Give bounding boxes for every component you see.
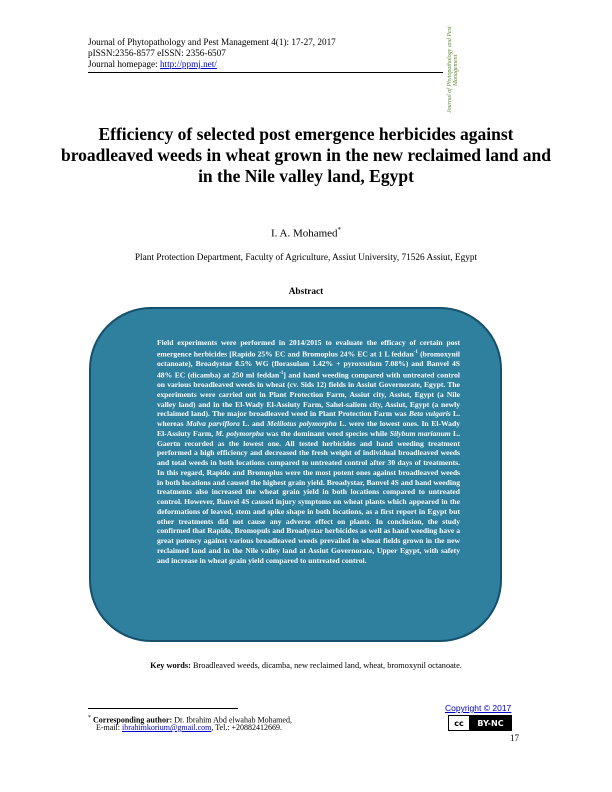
journal-citation: Journal of Phytopathology and Pest Management 4(1): 17-27, 2017	[88, 37, 336, 47]
cc-license-badge[interactable]	[448, 715, 512, 731]
keywords-text: Broadleaved weeds, dicamba, new reclaimed land, wheat, bromoxynil octanoate.	[190, 661, 462, 670]
cc-icon: cc	[449, 716, 470, 730]
abstract-sup: -1	[413, 349, 418, 355]
abstract-part: L. were the lowest ones. In El-Wady El-Assiuty Farm,	[157, 419, 460, 438]
corr-name: Dr. Ibrahim Abd elwahab Mohamed,	[172, 715, 292, 725]
species-name: Melilotus polymorpha	[266, 419, 337, 429]
homepage-link[interactable]: http://ppmj.net/	[159, 59, 217, 69]
email-link[interactable]: ibrahimkorium@gmail.com	[122, 723, 212, 732]
abstract-part: was the dominant weed species while	[263, 428, 390, 438]
affiliation: Plant Protection Department, Faculty of Agriculture, Assiut University, 71526 Assiut, Egypt	[134, 253, 478, 263]
paper-title: Efficiency of selected post emergence herbicides against broadleaved weeds in wheat grown in the new reclaimed land and in the Nile valley land, Egypt	[60, 124, 552, 186]
keywords-line	[0, 661, 612, 670]
corr-label: Corresponding author:	[91, 715, 173, 725]
footnote-rule	[88, 708, 238, 709]
journal-logo-text: Journal of Phytopathology and Pest Management	[447, 26, 459, 114]
abstract-part: ] and hand weeding compared with untreated control on various broadleaved weeds in wheat (cv. Sids 12) fields in Assiut Governorate, Egypt. The experiments were carried out in Plant Protection Farm, Assiut city, Assiut, Egypt (a Nile valley land) and in the El-Wady El-Assiuty Farm, Sahel-saliem city, Assiut, Egypt (a newly reclaimed land). The major broadleaved weed in Plant Protection Farm was	[157, 370, 460, 419]
abstract-part: (bromoxynil octanoate), Broadystar 8.5% WG (florasulam 1.42% + pyroxsulam 7.08%) and Banvel 4S 48% EC (dicamba) at 250 ml feddan	[157, 349, 461, 380]
abstract-part: Field experiments were performed in 2014/2015 to evaluate the efficacy of certain post emergence herbicides [Rapido 25% EC and Bromoplus 24% EC at 1 L feddan	[157, 338, 460, 359]
species-name: M. polymorpha	[215, 428, 264, 438]
abstract-part: L. Gaertn recorded as the lowest one. All tested herbicides and hand weeding treatment performed a high efficiency and decreased the fresh weight of individual broadleaved weeds and total weeds in both locations compared to untreated control after 30 days of treatments. In this regard, Rapido and Bromoplus were the most potent ones against broadleaved weeds in both locations and caused the highest grain yield. Broadystar, Banvel 4S and hand weeding treatments also increased the wheat grain yield in both locations compared to untreated control. However, Banvel 4S caused injury symptoms on wheat plants which appeared in the deformations of leaved, stem and spike shape in both locations, as a first report in Egypt but other treatments did not cause any adverse effect on plants. In conclusion, the study confirmed that Rapido, Bromopuls and Broadystar herbicides as well as hand weeding have a great potency against various broadleaved weeds prevailed in wheat fields grown in the new reclaimed land and in the Nile valley land at Assiut Governorate, Upper Egypt, with safety and increase in wheat grain yield compared to untreated control.	[157, 428, 460, 565]
author-mark: *	[337, 226, 342, 234]
homepage-line	[88, 59, 217, 70]
species-name: Beta vulgaris	[408, 409, 451, 419]
contact-line	[96, 723, 282, 733]
abstract-part: L. and	[239, 419, 267, 429]
abstract-heading: Abstract	[288, 287, 324, 297]
abstract-part: L. whereas	[157, 409, 460, 429]
homepage-label: Journal homepage:	[88, 59, 160, 69]
abstract-text	[157, 338, 460, 565]
abstract-sup: -1	[279, 370, 284, 376]
author-line	[0, 226, 612, 240]
header-rule	[88, 72, 443, 73]
keywords-label: Key words:	[150, 661, 191, 670]
issn-line: pISSN:2356-8577 eISSN: 2356-6507	[88, 48, 226, 58]
species-name: Malva parviflora	[186, 419, 240, 429]
by-nc-label: BY-NC	[470, 716, 511, 730]
author-name: I. A. Mohamed	[270, 227, 338, 240]
telephone: , Tel.: +20882412669.	[211, 723, 283, 732]
species-name: Silybum marianum	[389, 428, 451, 438]
page-number: 17	[510, 733, 519, 743]
email-label: E-mail:	[96, 723, 122, 732]
copyright-link[interactable]: Copyright © 2017	[445, 703, 512, 713]
corr-mark: *	[88, 715, 91, 721]
